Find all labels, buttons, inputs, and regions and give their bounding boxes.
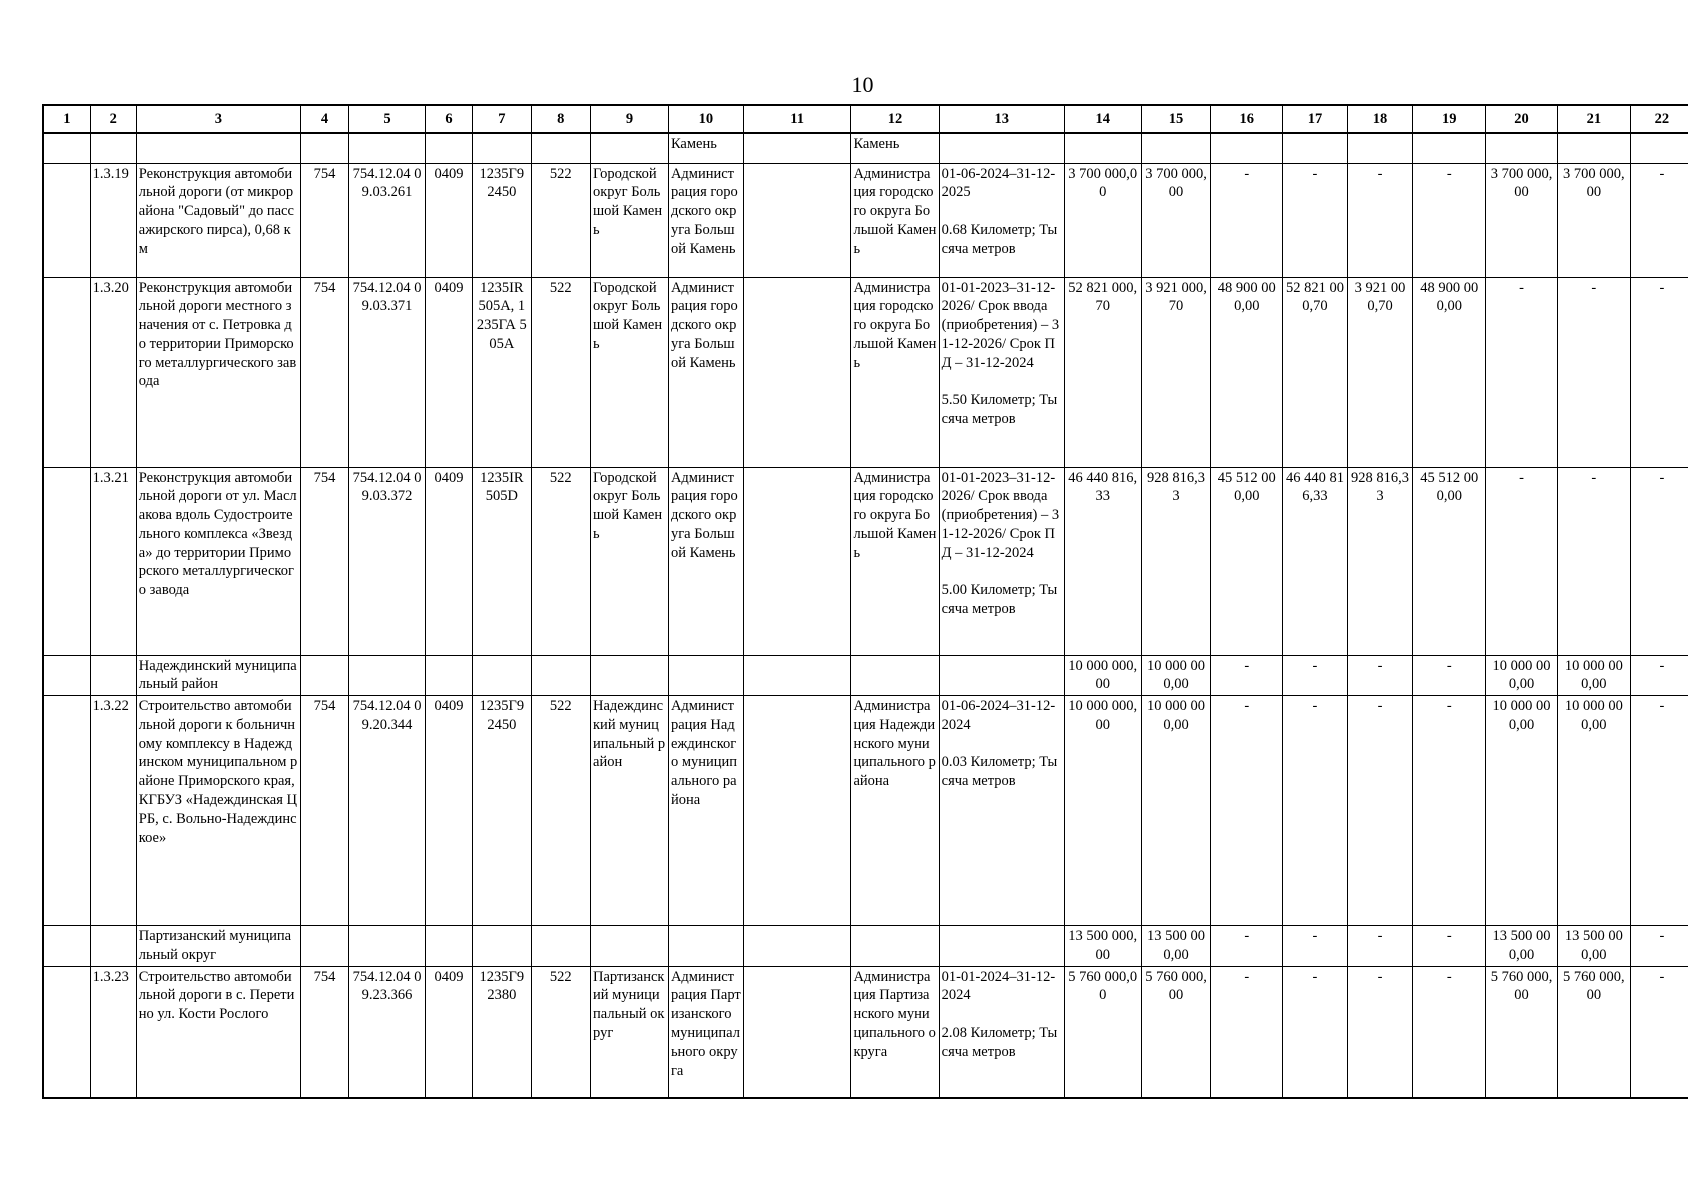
table-cell-col-16: - — [1211, 163, 1283, 277]
table-cell-col-6: 0409 — [425, 696, 472, 926]
table-cell-col-3: Партизанский муниципальный округ — [136, 926, 300, 967]
table-cell-col-18: - — [1347, 696, 1413, 926]
table-cell-col-7 — [473, 655, 531, 696]
table-cell-col-10: Администрация городского округа Большой Камень — [668, 277, 743, 467]
table-cell-col-19: - — [1413, 926, 1486, 967]
table-row — [43, 926, 1688, 967]
table-cell-col-12: Администрация городского округа Большой Камень — [851, 163, 939, 277]
table-cell-col-16 — [1211, 133, 1283, 163]
table-cell-col-15: 3 921 000,70 — [1141, 277, 1211, 467]
table-cell-col-21: - — [1557, 467, 1630, 655]
table-cell-col-11 — [743, 926, 851, 967]
table-cell-col-19 — [1413, 133, 1486, 163]
table-cell-col-13: 01-01-2023–31-12-2026/ Срок ввода (приобретения) – 31-12-2026/ Срок ПД – 31-12-2024 5.50 Километр; Тысяча метров — [939, 277, 1064, 467]
table-cell-col-4: 754 — [300, 696, 348, 926]
table-cell-col-17: - — [1283, 926, 1348, 967]
table-cell-col-17: 46 440 816,33 — [1283, 467, 1348, 655]
table-cell-col-8 — [531, 133, 590, 163]
table-cell-col-5 — [349, 926, 426, 967]
table-cell-col-21 — [1557, 133, 1630, 163]
table-cell-col-1 — [43, 277, 90, 467]
table-cell-col-16: 45 512 000,00 — [1211, 467, 1283, 655]
table-cell-col-9: Городской округ Большой Камень — [591, 163, 669, 277]
table-cell-col-2: 1.3.19 — [90, 163, 136, 277]
table-cell-col-14: 10 000 000,00 — [1064, 655, 1141, 696]
table-cell-col-12: Администрация Партизанского муниципального округа — [851, 966, 939, 1098]
table-cell-col-9: Городской округ Большой Камень — [591, 467, 669, 655]
table-cell-col-11 — [743, 696, 851, 926]
table-cell-col-12: Администрация городского округа Большой Камень — [851, 277, 939, 467]
table-cell-col-3: Реконструкция автомобильной дороги от ул. Маслакова вдоль Судостроительного комплекса «Звезда» до территории Приморского металлургического завода — [136, 467, 300, 655]
column-header-14: 14 — [1064, 105, 1141, 133]
table-cell-col-4: 754 — [300, 966, 348, 1098]
table-cell-col-17: - — [1283, 966, 1348, 1098]
table-cell-col-8 — [531, 655, 590, 696]
table-cell-col-8 — [531, 926, 590, 967]
table-cell-col-22 — [1630, 133, 1688, 163]
table-cell-col-7: 1235Г9 2450 — [473, 163, 531, 277]
table-cell-col-10: Камень — [668, 133, 743, 163]
table-cell-col-11 — [743, 655, 851, 696]
table-cell-col-18: - — [1347, 655, 1413, 696]
table-row — [43, 133, 1688, 163]
table-cell-col-20: - — [1486, 277, 1558, 467]
table-cell-col-10 — [668, 655, 743, 696]
column-header-8: 8 — [531, 105, 590, 133]
table-cell-col-16: - — [1211, 966, 1283, 1098]
table-cell-col-17 — [1283, 133, 1348, 163]
table-cell-col-20: 10 000 000,00 — [1486, 696, 1558, 926]
table-cell-col-15: 928 816,33 — [1141, 467, 1211, 655]
table-cell-col-10: Администрация городского округа Большой Камень — [668, 467, 743, 655]
table-cell-col-2: 1.3.22 — [90, 696, 136, 926]
table-cell-col-7: 1235IR 505D — [473, 467, 531, 655]
table-cell-col-10 — [668, 926, 743, 967]
table-cell-col-14: 10 000 000,00 — [1064, 696, 1141, 926]
table-cell-col-7 — [473, 926, 531, 967]
table-cell-col-20: - — [1486, 467, 1558, 655]
table-cell-col-13: 01-01-2024–31-12-2024 2.08 Километр; Тысяча метров — [939, 966, 1064, 1098]
table-cell-col-18: - — [1347, 163, 1413, 277]
table-cell-col-20: 10 000 000,00 — [1486, 655, 1558, 696]
column-header-3: 3 — [136, 105, 300, 133]
table-cell-col-22: - — [1630, 696, 1688, 926]
table-cell-col-11 — [743, 163, 851, 277]
table-cell-col-22: - — [1630, 467, 1688, 655]
table-cell-col-6 — [425, 926, 472, 967]
table-cell-col-1 — [43, 655, 90, 696]
table-cell-col-14: 5 760 000,00 — [1064, 966, 1141, 1098]
table-cell-col-9: Городской округ Большой Камень — [591, 277, 669, 467]
table-cell-col-4: 754 — [300, 163, 348, 277]
table-cell-col-6: 0409 — [425, 163, 472, 277]
table-cell-col-2: 1.3.20 — [90, 277, 136, 467]
table-cell-col-21: 10 000 000,00 — [1557, 655, 1630, 696]
table-cell-col-12: Камень — [851, 133, 939, 163]
table-cell-col-20 — [1486, 133, 1558, 163]
table-cell-col-4: 754 — [300, 467, 348, 655]
table-cell-col-22: - — [1630, 966, 1688, 1098]
column-header-18: 18 — [1347, 105, 1413, 133]
table-cell-col-4 — [300, 926, 348, 967]
column-header-6: 6 — [425, 105, 472, 133]
table-cell-col-7: 1235IR 505A, 1235ГА 505A — [473, 277, 531, 467]
table-row — [43, 163, 1688, 277]
page-number: 10 — [851, 72, 874, 97]
column-header-10: 10 — [668, 105, 743, 133]
table-cell-col-21: 3 700 000,00 — [1557, 163, 1630, 277]
table-cell-col-4 — [300, 133, 348, 163]
table-cell-col-6 — [425, 655, 472, 696]
table-cell-col-12: Администрация городского округа Большой Камень — [851, 467, 939, 655]
table-cell-col-13 — [939, 926, 1064, 967]
table-cell-col-22: - — [1630, 926, 1688, 967]
table-cell-col-21: 10 000 000,00 — [1557, 696, 1630, 926]
column-header-13: 13 — [939, 105, 1064, 133]
table-cell-col-20: 5 760 000,00 — [1486, 966, 1558, 1098]
table-cell-col-11 — [743, 133, 851, 163]
table-cell-col-12: Администрация Надеждинского муниципального района — [851, 696, 939, 926]
table-row — [43, 966, 1688, 1098]
table-cell-col-8: 522 — [531, 277, 590, 467]
table-cell-col-5: 754.12.04 09.03.261 — [349, 163, 426, 277]
table-cell-col-19: - — [1413, 696, 1486, 926]
table-cell-col-22: - — [1630, 277, 1688, 467]
table-cell-col-1 — [43, 467, 90, 655]
table-cell-col-17: - — [1283, 163, 1348, 277]
table-row — [43, 655, 1688, 696]
table-cell-col-16: - — [1211, 696, 1283, 926]
table-cell-col-5: 754.12.04 09.03.371 — [349, 277, 426, 467]
table-cell-col-12 — [851, 926, 939, 967]
table-body — [43, 133, 1688, 1098]
column-header-20: 20 — [1486, 105, 1558, 133]
table-cell-col-5 — [349, 655, 426, 696]
table-cell-col-21: - — [1557, 277, 1630, 467]
table-cell-col-9: Партизанский муниципальный округ — [591, 966, 669, 1098]
table-cell-col-4 — [300, 655, 348, 696]
table-cell-col-13 — [939, 133, 1064, 163]
table-cell-col-7 — [473, 133, 531, 163]
table-cell-col-11 — [743, 467, 851, 655]
table-cell-col-9 — [591, 133, 669, 163]
table-cell-col-6: 0409 — [425, 467, 472, 655]
table-cell-col-2: 1.3.21 — [90, 467, 136, 655]
column-header-21: 21 — [1557, 105, 1630, 133]
table-cell-col-8: 522 — [531, 696, 590, 926]
table-cell-col-19: - — [1413, 655, 1486, 696]
table-cell-col-3: Строительство автомобильной дороги к больничному комплексу в Надеждинском муниципальном районе Приморского края, КГБУЗ «Надеждинская ЦРБ, с. Вольно-Надеждинское» — [136, 696, 300, 926]
column-header-2: 2 — [90, 105, 136, 133]
table-cell-col-14: 52 821 000,70 — [1064, 277, 1141, 467]
table-cell-col-21: 5 760 000,00 — [1557, 966, 1630, 1098]
table-row — [43, 696, 1688, 926]
table-cell-col-3: Строительство автомобильной дороги в с. Перетино ул. Кости Рослого — [136, 966, 300, 1098]
table-cell-col-18: 928 816,33 — [1347, 467, 1413, 655]
table-cell-col-3: Реконструкция автомобильной дороги местного значения от с. Петровка до территории Приморского металлургического завода — [136, 277, 300, 467]
column-header-17: 17 — [1283, 105, 1348, 133]
table-cell-col-16: - — [1211, 655, 1283, 696]
table-cell-col-2 — [90, 655, 136, 696]
table-cell-col-2: 1.3.23 — [90, 966, 136, 1098]
column-header-16: 16 — [1211, 105, 1283, 133]
program-table — [42, 104, 1688, 1099]
column-header-5: 5 — [349, 105, 426, 133]
table-cell-col-3: Надеждинский муниципальный район — [136, 655, 300, 696]
table-cell-col-5: 754.12.04 09.23.366 — [349, 966, 426, 1098]
table-cell-col-13: 01-06-2024–31-12-2024 0.03 Километр; Тысяча метров — [939, 696, 1064, 926]
column-header-9: 9 — [591, 105, 669, 133]
table-cell-col-11 — [743, 277, 851, 467]
table-cell-col-13 — [939, 655, 1064, 696]
table-cell-col-15: 3 700 000,00 — [1141, 163, 1211, 277]
table-cell-col-17: 52 821 000,70 — [1283, 277, 1348, 467]
table-cell-col-3: Реконструкция автомобильной дороги (от микрорайона "Садовый" до пассажирского пирса), 0,68 км — [136, 163, 300, 277]
table-cell-col-1 — [43, 133, 90, 163]
table-cell-col-18 — [1347, 133, 1413, 163]
table-cell-col-13: 01-06-2024–31-12-2025 0.68 Километр; Тысяча метров — [939, 163, 1064, 277]
table-cell-col-3 — [136, 133, 300, 163]
column-header-12: 12 — [851, 105, 939, 133]
table-cell-col-9 — [591, 655, 669, 696]
table-cell-col-8: 522 — [531, 467, 590, 655]
table-cell-col-2 — [90, 926, 136, 967]
table-cell-col-5 — [349, 133, 426, 163]
column-header-4: 4 — [300, 105, 348, 133]
table-row — [43, 467, 1688, 655]
table-cell-col-15: 10 000 000,00 — [1141, 696, 1211, 926]
table-cell-col-21: 13 500 000,00 — [1557, 926, 1630, 967]
table-cell-col-19: - — [1413, 966, 1486, 1098]
table-cell-col-14: 13 500 000,00 — [1064, 926, 1141, 967]
table-cell-col-1 — [43, 696, 90, 926]
table-cell-col-19: 48 900 000,00 — [1413, 277, 1486, 467]
table-cell-col-9: Надеждинский муниципальный район — [591, 696, 669, 926]
table-cell-col-6: 0409 — [425, 966, 472, 1098]
table-cell-col-16: - — [1211, 926, 1283, 967]
table-cell-col-10: Администрация Надеждинского муниципального района — [668, 696, 743, 926]
table-cell-col-18: - — [1347, 926, 1413, 967]
column-header-1: 1 — [43, 105, 90, 133]
table-cell-col-19: 45 512 000,00 — [1413, 467, 1486, 655]
table-cell-col-14: 46 440 816,33 — [1064, 467, 1141, 655]
table-cell-col-7: 1235Г9 2380 — [473, 966, 531, 1098]
column-header-11: 11 — [743, 105, 851, 133]
table-cell-col-15 — [1141, 133, 1211, 163]
column-header-15: 15 — [1141, 105, 1211, 133]
table-cell-col-15: 13 500 000,00 — [1141, 926, 1211, 967]
table-cell-col-1 — [43, 163, 90, 277]
table-cell-col-18: - — [1347, 966, 1413, 1098]
table-cell-col-12 — [851, 655, 939, 696]
table-cell-col-13: 01-01-2023–31-12-2026/ Срок ввода (приобретения) – 31-12-2026/ Срок ПД – 31-12-2024 5.00 Километр; Тысяча метров — [939, 467, 1064, 655]
table-cell-col-15: 10 000 000,00 — [1141, 655, 1211, 696]
table-cell-col-16: 48 900 000,00 — [1211, 277, 1283, 467]
header-row — [43, 105, 1688, 133]
table-cell-col-15: 5 760 000,00 — [1141, 966, 1211, 1098]
table-cell-col-20: 3 700 000,00 — [1486, 163, 1558, 277]
table-cell-col-5: 754.12.04 09.03.372 — [349, 467, 426, 655]
table-cell-col-10: Администрация городского округа Большой Камень — [668, 163, 743, 277]
table-cell-col-17: - — [1283, 655, 1348, 696]
table-cell-col-7: 1235Г9 2450 — [473, 696, 531, 926]
table-cell-col-17: - — [1283, 696, 1348, 926]
table-cell-col-9 — [591, 926, 669, 967]
column-header-7: 7 — [473, 105, 531, 133]
table-row — [43, 277, 1688, 467]
table-cell-col-22: - — [1630, 163, 1688, 277]
table-cell-col-10: Администрация Партизанского муниципального округа — [668, 966, 743, 1098]
table-cell-col-8: 522 — [531, 163, 590, 277]
table-cell-col-14: 3 700 000,00 — [1064, 163, 1141, 277]
table-cell-col-5: 754.12.04 09.20.344 — [349, 696, 426, 926]
table-cell-col-22: - — [1630, 655, 1688, 696]
column-header-22: 22 — [1630, 105, 1688, 133]
table-cell-col-6: 0409 — [425, 277, 472, 467]
table-cell-col-6 — [425, 133, 472, 163]
table-cell-col-1 — [43, 926, 90, 967]
table-cell-col-14 — [1064, 133, 1141, 163]
table-cell-col-18: 3 921 000,70 — [1347, 277, 1413, 467]
table-cell-col-2 — [90, 133, 136, 163]
table-cell-col-11 — [743, 966, 851, 1098]
column-header-19: 19 — [1413, 105, 1486, 133]
table-cell-col-1 — [43, 966, 90, 1098]
table-cell-col-8: 522 — [531, 966, 590, 1098]
table-cell-col-20: 13 500 000,00 — [1486, 926, 1558, 967]
table-cell-col-4: 754 — [300, 277, 348, 467]
table-cell-col-19: - — [1413, 163, 1486, 277]
